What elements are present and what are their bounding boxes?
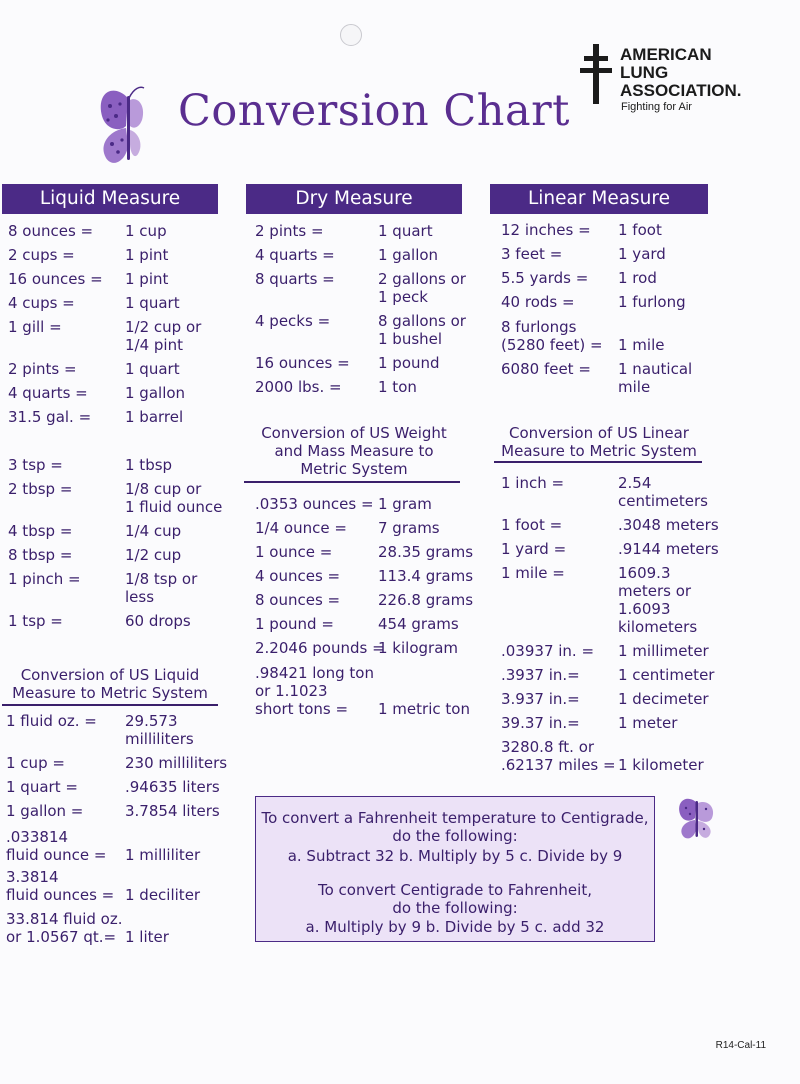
document-code: R14-Cal-11 xyxy=(715,1040,766,1051)
lorraine-cross-icon xyxy=(580,44,612,104)
linear-metric-title: Conversion of US Linear xyxy=(509,424,689,442)
row-left-cont: fluid ounces = xyxy=(6,886,115,904)
row-left-cont: or 1.1023 xyxy=(255,682,328,700)
box-line: To convert Centigrade to Fahrenheit, xyxy=(318,881,592,899)
row-right: 1 foot xyxy=(618,221,662,239)
row-left: 40 rods = xyxy=(501,293,575,311)
row-right: 1 kilogram xyxy=(378,639,459,657)
weight-metric-title: Metric System xyxy=(300,460,408,478)
row-right-cont: 1 bushel xyxy=(378,330,443,348)
row-left: 4 quarts = xyxy=(255,246,335,264)
row-right: 3.7854 liters xyxy=(125,802,220,820)
row-left-cont: short tons = xyxy=(255,700,349,718)
row-right: 1 furlong xyxy=(618,293,686,311)
linear-metric-title: Measure to Metric System xyxy=(501,442,697,460)
row-left: 8 ounces = xyxy=(8,222,94,240)
row-left-cont: .62137 miles = xyxy=(501,756,616,774)
row-right-cont: centimeters xyxy=(618,492,708,510)
row-right: 1 decimeter xyxy=(618,690,709,708)
row-left: 2000 lbs. = xyxy=(255,378,342,396)
row-right: 1/2 cup xyxy=(125,546,182,564)
row-right: 454 grams xyxy=(378,615,459,633)
row-left: 4 tbsp = xyxy=(8,522,73,540)
row-left: 4 ounces = xyxy=(255,567,341,585)
liquid-metric-title: Conversion of US Liquid xyxy=(20,666,200,684)
liquid-metric-title: Measure to Metric System xyxy=(12,684,208,702)
row-right: 1 quart xyxy=(125,294,180,312)
row-right: 1/2 cup or xyxy=(125,318,202,336)
row-right: 8 gallons or xyxy=(378,312,466,330)
liquid-measure-header: Liquid Measure xyxy=(2,184,218,214)
row-left: 2 pints = xyxy=(8,360,77,378)
row-right-cont: 1/4 pint xyxy=(125,336,183,354)
row-right: .9144 meters xyxy=(618,540,719,558)
row-left-cont: fluid ounce = xyxy=(6,846,107,864)
row-left: 3 feet = xyxy=(501,245,563,263)
row-left: 31.5 gal. = xyxy=(8,408,92,426)
row-left: .98421 long ton xyxy=(255,664,374,682)
butterfly-icon xyxy=(676,796,718,842)
row-left: 1 pound = xyxy=(255,615,334,633)
row-left: 3280.8 ft. or xyxy=(501,738,595,756)
row-right: .94635 liters xyxy=(125,778,220,796)
row-right: 1 gallon xyxy=(125,384,186,402)
row-right: 1 milliliter xyxy=(125,846,201,864)
logo-line: AMERICAN xyxy=(620,45,712,64)
row-right: 1 yard xyxy=(618,245,666,263)
row-right: 1 kilometer xyxy=(618,756,704,774)
logo-line: ASSOCIATION. xyxy=(620,81,742,100)
row-right: 1 centimeter xyxy=(618,666,715,684)
row-left: 3 tsp = xyxy=(8,456,63,474)
row-right: 1/8 cup or xyxy=(125,480,202,498)
box-line: do the following: xyxy=(392,899,518,917)
row-left: .0353 ounces = xyxy=(255,495,374,513)
row-right-cont: 1 fluid ounce xyxy=(125,498,223,516)
row-left: 12 inches = xyxy=(501,221,591,239)
logo-tagline: Fighting for Air xyxy=(621,101,692,113)
row-right: .3048 meters xyxy=(618,516,719,534)
row-left: 1 pinch = xyxy=(8,570,81,588)
page-title: Conversion Chart xyxy=(178,86,570,136)
weight-metric-title: Conversion of US Weight xyxy=(261,424,447,442)
row-left: 5.5 yards = xyxy=(501,269,589,287)
row-left: 1 gill = xyxy=(8,318,62,336)
linear-measure-header: Linear Measure xyxy=(490,184,708,214)
row-left: 3.3814 xyxy=(6,868,59,886)
punch-hole xyxy=(340,24,362,46)
row-right: 1 ton xyxy=(378,378,417,396)
row-left: 6080 feet = xyxy=(501,360,591,378)
row-right: 28.35 grams xyxy=(378,543,474,561)
row-left-cont: (5280 feet) = xyxy=(501,336,603,354)
row-left: 39.37 in.= xyxy=(501,714,580,732)
logo-line: LUNG xyxy=(620,63,669,82)
row-right: 1 mile xyxy=(618,336,665,354)
row-left: 4 quarts = xyxy=(8,384,88,402)
row-right: 1 nautical xyxy=(618,360,693,378)
row-left: 1 yard = xyxy=(501,540,567,558)
row-right: 1/4 cup xyxy=(125,522,182,540)
row-right: 1 liter xyxy=(125,928,169,946)
logo-wordmark xyxy=(620,46,742,100)
row-left: 33.814 fluid oz. xyxy=(6,910,123,928)
row-left: 1 mile = xyxy=(501,564,565,582)
row-right: 1 deciliter xyxy=(125,886,201,904)
row-left: 16 ounces = xyxy=(255,354,350,372)
row-left: 8 quarts = xyxy=(255,270,335,288)
box-line: To convert a Fahrenheit temperature to Centigrade, xyxy=(261,809,649,827)
row-left: 1 tsp = xyxy=(8,612,63,630)
row-left: 2 tbsp = xyxy=(8,480,73,498)
row-left: 1 gallon = xyxy=(6,802,84,820)
row-right: 113.4 grams xyxy=(378,567,474,585)
row-right-cont: kilometers xyxy=(618,618,698,636)
row-right: 226.8 grams xyxy=(378,591,474,609)
row-left: 8 tbsp = xyxy=(8,546,73,564)
box-line: a. Subtract 32 b. Multiply by 5 c. Divide by 9 xyxy=(287,847,623,865)
row-right: 2 gallons or xyxy=(378,270,466,288)
row-left: 1 cup = xyxy=(6,754,65,772)
row-right: 7 grams xyxy=(378,519,440,537)
row-right-cont: less xyxy=(125,588,155,606)
box-line: a. Multiply by 9 b. Divide by 5 c. add 32 xyxy=(305,918,605,936)
row-left: 2.2046 pounds = xyxy=(255,639,385,657)
row-left: 8 furlongs xyxy=(501,318,577,336)
row-right: 1 pint xyxy=(125,246,169,264)
row-right: 1/8 tsp or xyxy=(125,570,198,588)
row-left: .033814 xyxy=(6,828,69,846)
divider xyxy=(494,461,702,463)
row-left: 2 cups = xyxy=(8,246,75,264)
row-right: 60 drops xyxy=(125,612,191,630)
temperature-conversion-box xyxy=(255,796,655,942)
row-right-cont: meters or xyxy=(618,582,692,600)
row-right: 29.573 xyxy=(125,712,178,730)
row-left: .3937 in.= xyxy=(501,666,580,684)
row-left: 1 inch = xyxy=(501,474,565,492)
row-right-cont: mile xyxy=(618,378,651,396)
row-right: 1 millimeter xyxy=(618,642,709,660)
row-left: 1 quart = xyxy=(6,778,78,796)
row-right-cont: 1 peck xyxy=(378,288,428,306)
row-left-cont: or 1.0567 qt.= xyxy=(6,928,117,946)
row-right: 1 tbsp xyxy=(125,456,173,474)
butterfly-icon xyxy=(94,86,162,168)
row-left: .03937 in. = xyxy=(501,642,595,660)
row-right: 1 quart xyxy=(378,222,433,240)
row-left: 1 foot = xyxy=(501,516,563,534)
divider xyxy=(244,481,460,483)
row-right-cont: 1.6093 xyxy=(618,600,671,618)
row-left: 4 pecks = xyxy=(255,312,331,330)
box-line: do the following: xyxy=(392,827,518,845)
dry-measure-header: Dry Measure xyxy=(246,184,462,214)
row-right: 2.54 xyxy=(618,474,652,492)
row-right: 1 barrel xyxy=(125,408,184,426)
row-right: 1 quart xyxy=(125,360,180,378)
weight-metric-title: and Mass Measure to xyxy=(274,442,434,460)
row-right: 1 gram xyxy=(378,495,432,513)
row-left: 1/4 ounce = xyxy=(255,519,347,537)
row-right: 1609.3 xyxy=(618,564,671,582)
row-left: 16 ounces = xyxy=(8,270,103,288)
row-left: 3.937 in.= xyxy=(501,690,580,708)
row-right: 1 pint xyxy=(125,270,169,288)
row-left: 2 pints = xyxy=(255,222,324,240)
row-right-cont: milliliters xyxy=(125,730,194,748)
row-right: 230 milliliters xyxy=(125,754,228,772)
row-left: 8 ounces = xyxy=(255,591,341,609)
row-right: 1 rod xyxy=(618,269,657,287)
row-right: 1 metric ton xyxy=(378,700,470,718)
row-left: 1 fluid oz. = xyxy=(6,712,97,730)
row-right: 1 meter xyxy=(618,714,678,732)
row-right: 1 pound xyxy=(378,354,440,372)
row-left: 4 cups = xyxy=(8,294,75,312)
divider xyxy=(2,704,218,706)
row-left: 1 ounce = xyxy=(255,543,333,561)
row-right: 1 cup xyxy=(125,222,167,240)
row-right: 1 gallon xyxy=(378,246,439,264)
